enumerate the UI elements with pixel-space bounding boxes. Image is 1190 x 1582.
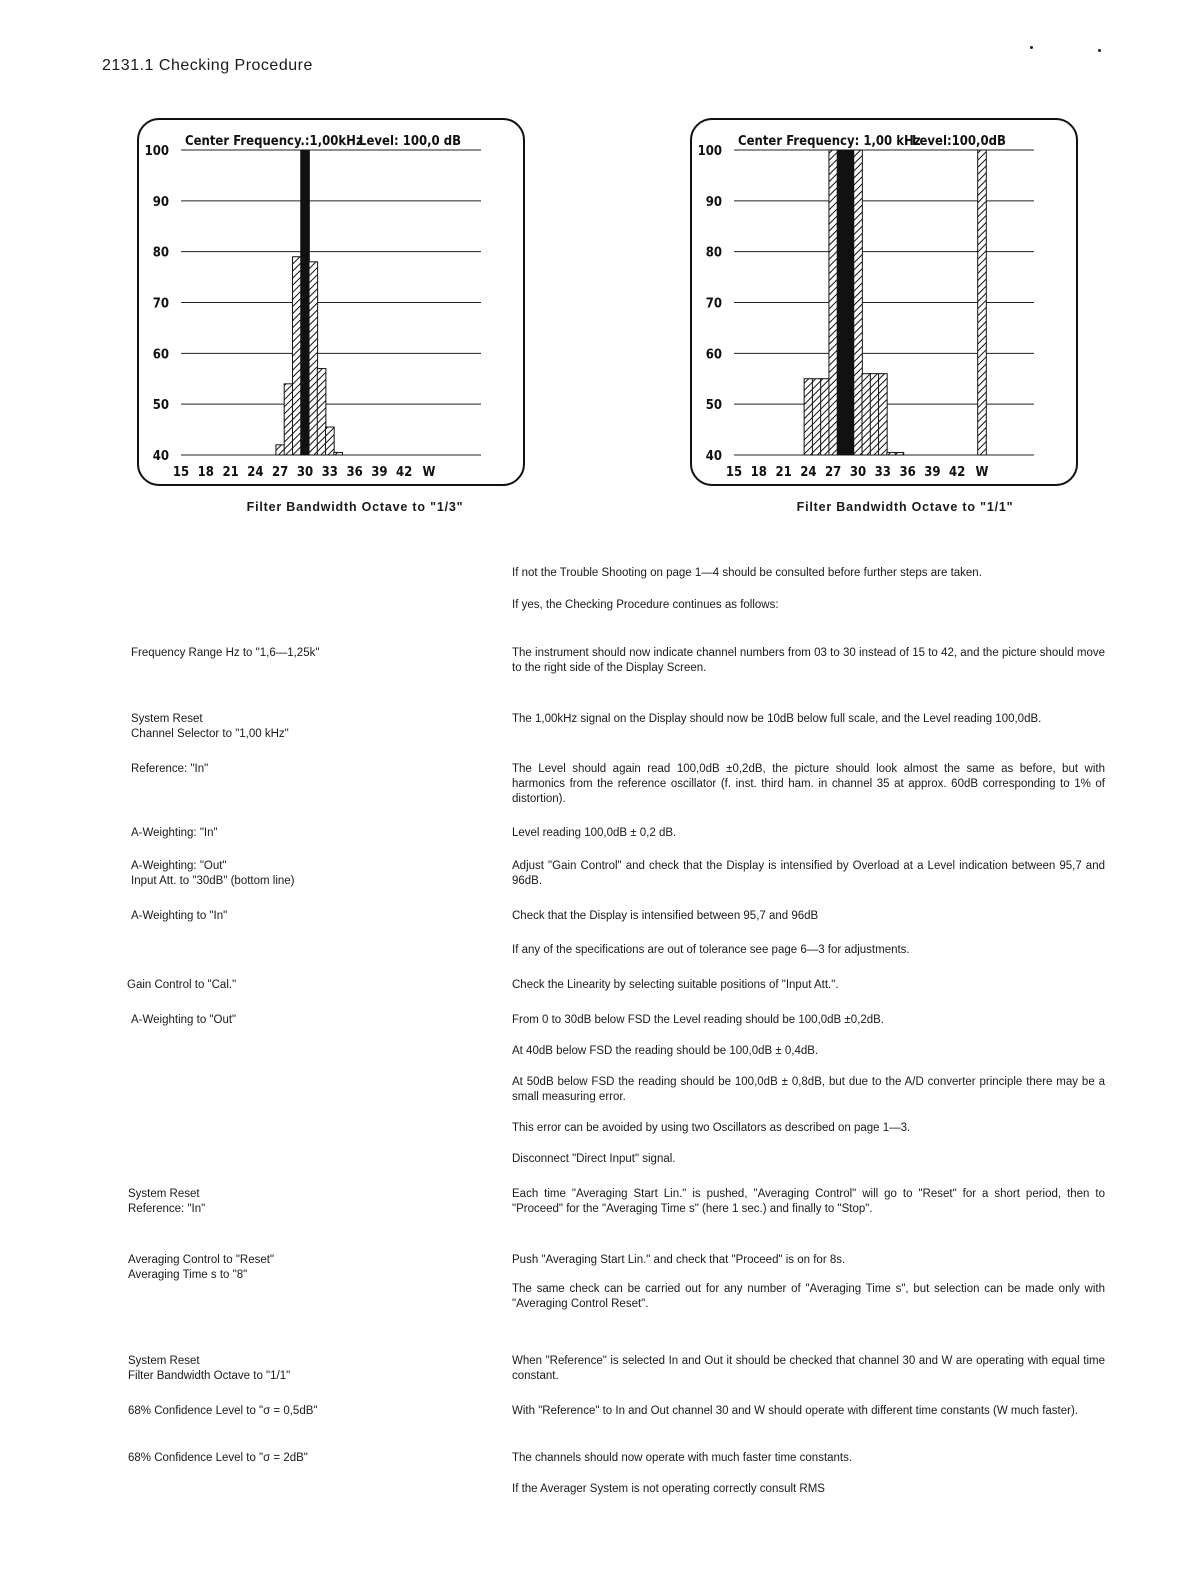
- step-result: [512, 826, 1105, 841]
- spectrum-bar: [845, 150, 854, 455]
- step-action-line: Channel Selector to "1,00 kHz": [131, 728, 289, 740]
- step-action: [131, 859, 471, 889]
- step-action-line: 68% Confidence Level to "σ = 0,5dB": [128, 1405, 318, 1417]
- step-result-paragraph: When "Reference" is selected In and Out it should be checked that channel 30 and W are operating with equal time constant.: [512, 1355, 1105, 1382]
- spectrum-bar: [821, 379, 830, 455]
- y-tick-label: 80: [152, 245, 169, 261]
- step-result-paragraph: Each time "Averaging Start Lin." is pushed, "Averaging Control" will go to "Reset" for a short period, then to "Proceed" for the "Averaging Time s" (here 1 sec.) and finally to "Stop".: [512, 1188, 1105, 1215]
- step-action: [128, 1404, 468, 1419]
- step-action-line: Filter Bandwidth Octave to "1/1": [128, 1370, 291, 1382]
- x-tick-label: 15: [172, 465, 190, 480]
- step-result-paragraph: The same check can be carried out for any number of "Averaging Time s", but selection can be made only with "Averaging Control Reset".: [512, 1283, 1105, 1310]
- x-tick-label: 15: [725, 465, 743, 480]
- spectrum-bar: [862, 374, 871, 455]
- step-action-line: Averaging Time s to "8": [128, 1269, 248, 1281]
- x-tick-label: 27: [272, 465, 289, 480]
- y-tick-label: 80: [705, 245, 722, 261]
- x-tick-label: 36: [346, 465, 363, 480]
- spectrum-chart-left: [139, 120, 523, 484]
- step-action-line: System Reset: [128, 1355, 200, 1367]
- step-action: [131, 712, 471, 742]
- y-tick-label: 100: [144, 144, 169, 159]
- step-result-paragraph: This error can be avoided by using two Oscillators as described on page 1—3.: [512, 1122, 911, 1134]
- y-tick-label: 70: [152, 296, 169, 312]
- step-result: [512, 859, 1105, 889]
- y-tick-label: 90: [705, 194, 722, 210]
- x-tick-label: 24: [800, 465, 817, 480]
- y-tick-label: 90: [152, 194, 169, 210]
- y-tick-label: 50: [152, 398, 169, 414]
- scan-speck: [1030, 46, 1033, 49]
- step-result-paragraph: Disconnect "Direct Input" signal.: [512, 1153, 676, 1165]
- step-action: [128, 1253, 468, 1283]
- step-result: [512, 978, 1105, 993]
- spectrum-bar: [854, 150, 863, 455]
- x-tick-label: 18: [750, 465, 767, 480]
- step-result-paragraph: The 1,00kHz signal on the Display should now be 10dB below full scale, and the Level reading 100,0dB.: [512, 713, 1042, 725]
- step-action: [131, 646, 471, 661]
- step-result: [512, 1404, 1105, 1419]
- step-result: [512, 1187, 1105, 1217]
- x-tick-label: 27: [825, 465, 842, 480]
- spectrum-bar: [334, 452, 343, 455]
- step-result-paragraph: From 0 to 30dB below FSD the Level reading should be 100,0dB ±0,2dB.: [512, 1014, 884, 1026]
- step-action-line: A-Weighting: "Out": [131, 860, 227, 872]
- step-action: [131, 762, 471, 777]
- step-result-paragraph: Level reading 100,0dB ± 0,2 dB.: [512, 827, 677, 839]
- x-tick-label: W: [422, 465, 436, 480]
- step-result: [512, 909, 1105, 958]
- step-action-line: System Reset: [128, 1188, 200, 1200]
- spectrum-bar: [309, 262, 318, 455]
- page-title: 2131.1 Checking Procedure: [102, 57, 313, 74]
- step-action-line: 68% Confidence Level to "σ = 2dB": [128, 1452, 308, 1464]
- step-result-paragraph: Check the Linearity by selecting suitable positions of "Input Att.".: [512, 979, 839, 991]
- y-tick-label: 40: [705, 449, 722, 464]
- spectrum-bar: [812, 379, 821, 455]
- spectrum-bar: [317, 369, 326, 455]
- step-action: [128, 1451, 468, 1466]
- y-tick-label: 60: [152, 347, 169, 363]
- x-tick-label: 30: [849, 465, 867, 480]
- step-action-line: Frequency Range Hz to "1,6—1,25k": [131, 647, 320, 659]
- step-result: [512, 1354, 1105, 1384]
- x-tick-label: 42: [396, 465, 413, 480]
- step-action: [128, 1187, 468, 1217]
- x-tick-label: 24: [247, 465, 264, 480]
- spectrum-bar: [837, 150, 846, 455]
- step-result-paragraph: With "Reference" to In and Out channel 30 and W should operate with different time constants (W much faster).: [512, 1405, 1078, 1417]
- step-action-line: System Reset: [131, 713, 203, 725]
- display-screen-right: [690, 118, 1078, 486]
- y-tick-label: 40: [152, 449, 169, 464]
- display-screen-left: [137, 118, 525, 486]
- step-action: [131, 826, 471, 841]
- spectrum-bar: [887, 452, 896, 455]
- spectrum-bar: [870, 374, 879, 455]
- step-action-line: Reference: "In": [128, 1203, 206, 1215]
- chart-header-level: Level: 100,0 dB: [359, 134, 462, 149]
- x-tick-label: 42: [949, 465, 966, 480]
- spectrum-bar: [829, 150, 838, 455]
- step-action: [131, 909, 471, 924]
- spectrum-bar: [301, 150, 310, 455]
- spectrum-bar: [895, 452, 904, 455]
- chart-header-frequency: Center Frequency.:1,00kHz: [185, 134, 363, 149]
- step-result-paragraph: The channels should now operate with much faster time constants.: [512, 1452, 853, 1464]
- step-result-paragraph: If the Averager System is not operating correctly consult RMS: [512, 1483, 825, 1495]
- spectrum-bar: [326, 427, 335, 455]
- step-action-line: A-Weighting: "In": [131, 827, 218, 839]
- spectrum-bar: [276, 445, 285, 455]
- intro-text: If not the Trouble Shooting on page 1—4 should be consulted before further steps are taken.: [512, 567, 982, 579]
- intro-text: If yes, the Checking Procedure continues as follows:: [512, 599, 779, 611]
- spectrum-chart-right: [692, 120, 1076, 484]
- x-tick-label: 39: [371, 465, 388, 480]
- spectrum-bar: [879, 374, 888, 455]
- chart-header-level: Level:100,0dB: [912, 134, 1006, 149]
- x-tick-label: 30: [296, 465, 314, 480]
- step-action-line: A-Weighting to "Out": [131, 1014, 237, 1026]
- step-result-paragraph: Adjust "Gain Control" and check that the Display is intensified by Overload at a Level indication between 95,7 and 96dB.: [512, 860, 1105, 887]
- spectrum-bar: [284, 384, 293, 455]
- step-action: [127, 978, 467, 993]
- step-result-paragraph: If any of the specifications are out of tolerance see page 6—3 for adjustments.: [512, 944, 910, 956]
- step-action-line: Input Att. to "30dB" (bottom line): [131, 875, 295, 887]
- x-tick-label: 21: [222, 465, 239, 480]
- step-result-paragraph: Check that the Display is intensified between 95,7 and 96dB: [512, 910, 819, 922]
- spectrum-bar: [292, 257, 301, 455]
- x-tick-label: 36: [899, 465, 916, 480]
- y-tick-label: 50: [705, 398, 722, 414]
- x-tick-label: 21: [775, 465, 792, 480]
- step-result: [512, 1451, 1105, 1497]
- step-action: [131, 1013, 471, 1028]
- step-result-paragraph: The Level should again read 100,0dB ±0,2dB, the picture should look almost the same as before, but with harmonics from the reference oscillator (f. inst. third ham. in channel 35 at approx. 60dB corresponding to 1% of distortion).: [512, 763, 1105, 805]
- step-result: [512, 762, 1105, 807]
- y-tick-label: 100: [697, 144, 722, 159]
- chart-caption-left: Filter Bandwidth Octave to "1/3": [246, 500, 464, 514]
- y-tick-label: 60: [705, 347, 722, 363]
- step-result-paragraph: Push "Averaging Start Lin." and check that "Proceed" is on for 8s.: [512, 1254, 846, 1266]
- step-action: [128, 1354, 468, 1384]
- step-result-paragraph: The instrument should now indicate channel numbers from 03 to 30 instead of 15 to 42, and the picture should move to the right side of the Display Screen.: [512, 647, 1105, 674]
- step-result: [512, 1253, 1105, 1312]
- step-result-paragraph: At 40dB below FSD the reading should be 100,0dB ± 0,4dB.: [512, 1045, 819, 1057]
- step-action-line: Gain Control to "Cal.": [127, 979, 237, 991]
- step-result-paragraph: At 50dB below FSD the reading should be 100,0dB ± 0,8dB, but due to the A/D converter principle there may be a small measuring error.: [512, 1076, 1105, 1103]
- y-tick-label: 70: [705, 296, 722, 312]
- step-action-line: Averaging Control to "Reset": [128, 1254, 275, 1266]
- x-tick-label: 33: [874, 465, 891, 480]
- step-action-line: A-Weighting to "In": [131, 910, 228, 922]
- x-tick-label: 18: [197, 465, 214, 480]
- scan-speck: [1098, 49, 1101, 52]
- chart-caption-right: Filter Bandwidth Octave to "1/1": [796, 500, 1014, 514]
- x-tick-label: 33: [321, 465, 338, 480]
- step-result: [512, 1013, 1105, 1167]
- step-result: [512, 712, 1105, 727]
- chart-header-frequency: Center Frequency: 1,00 kHz: [738, 134, 921, 149]
- step-action-line: Reference: "In": [131, 763, 209, 775]
- x-tick-label: W: [975, 465, 989, 480]
- x-tick-label: 39: [924, 465, 941, 480]
- spectrum-bar: [978, 150, 987, 455]
- step-result: [512, 646, 1105, 676]
- spectrum-bar: [804, 379, 813, 455]
